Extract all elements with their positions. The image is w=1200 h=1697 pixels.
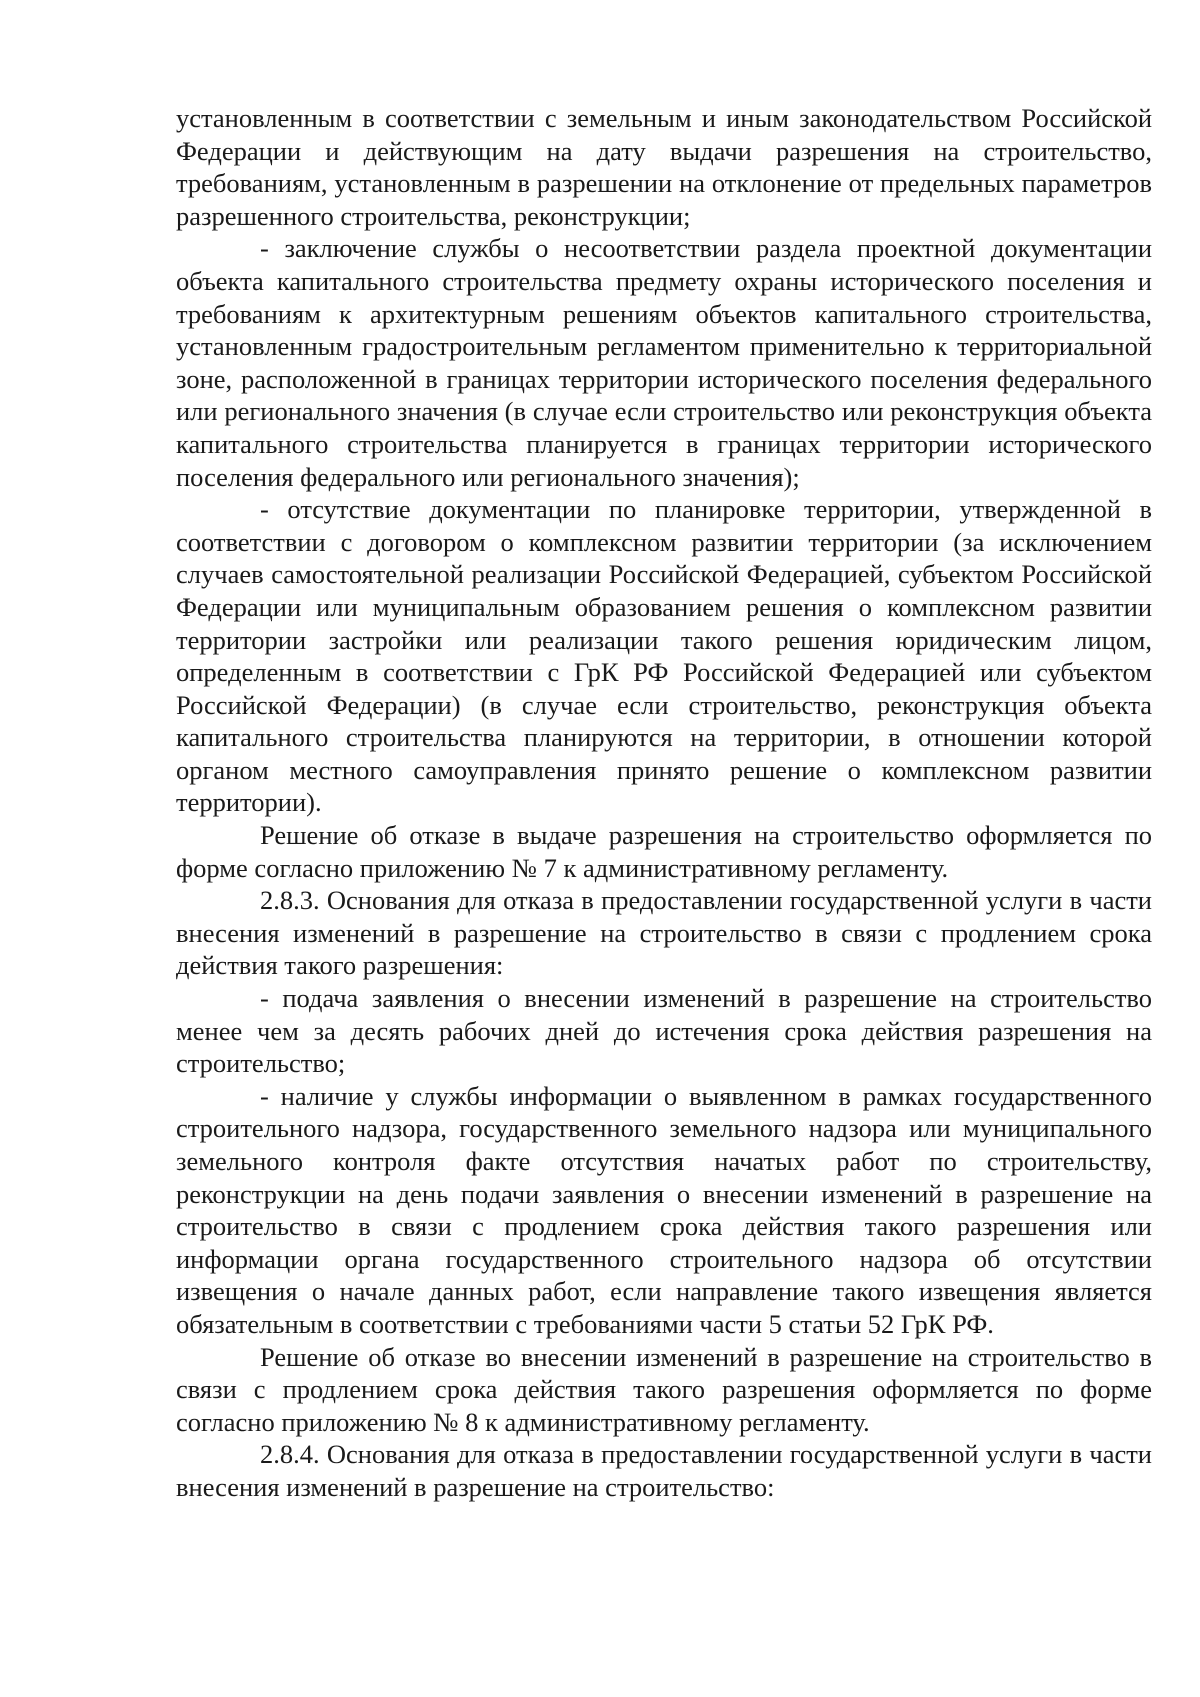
paragraph-section-2-8-3: 2.8.3. Основания для отказа в предоставлении государственной услуги в части внесения изменений в разрешение на строительство в связи с продлением срока действия такого разрешения: [176, 885, 1152, 981]
paragraph-application-deadline: - подача заявления о внесении изменений в разрешение на строительство менее чем за десять рабочих дней до истечения срока действия разрешения на строительство; [176, 983, 1152, 1079]
paragraph-continuation: установленным в соответствии с земельным и иным законодательством Российской Федерации и действующим на дату выдачи разрешения на строительство, требованиям, установленным в разрешении на отклонение от предельных параметров разрешенного строительства, реконструкции; [176, 103, 1152, 231]
document-page [176, 102, 1152, 1504]
paragraph-planning-documentation: - отсутствие документации по планировке территории, утвержденной в соответствии с договором о комплексном развитии территории (за исключением случаев самостоятельной реализации Российской Федерацией, субъектом Российской Федерации или муниципальным образованием решения о комплексном развитии территории застройки или реализации такого решения юридическим лицом, определенным в соответствии с ГрК РФ Российской Федерацией или субъектом Российской Федерации) (в случае если строительство, реконструкция объекта капитального строительства планируются на территории, в отношении которой органом местного самоуправления принято решение о комплексном развитии территории). [176, 494, 1152, 818]
paragraph-refusal-form-8: Решение об отказе во внесении изменений в разрешение на строительство в связи с продлением срока действия такого разрешения оформляется по форме согласно приложению № 8 к административному регламенту. [176, 1341, 1152, 1437]
paragraph-refusal-form-7: Решение об отказе в выдаче разрешения на строительство оформляется по форме согласно приложению № 7 к административному регламенту. [176, 820, 1152, 883]
paragraph-supervision-info: - наличие у службы информации о выявленном в рамках государственного строительного надзора, государственного земельного надзора или муниципального земельного контроля факте отсутствия начатых работ по строительству, реконструкции на день подачи заявления о внесении изменений в разрешение на строительство в связи с продлением срока действия такого разрешения или информации органа государственного строительного надзора об отсутствии извещения о начале данных работ, если направление такого извещения является обязательным в соответствии с требованиями части 5 статьи 52 ГрК РФ. [176, 1080, 1152, 1339]
paragraph-section-2-8-4: 2.8.4. Основания для отказа в предоставлении государственной услуги в части внесения изменений в разрешение на строительство: [176, 1439, 1152, 1502]
paragraph-historic-settlement: - заключение службы о несоответствии раздела проектной документации объекта капитального строительства предмету охраны исторического поселения и требованиям к архитектурным решениям объектов капитального строительства, установленным градостроительным регламентом применительно к территориальной зоне, расположенной в границах территории исторического поселения федерального или регионального значения (в случае если строительство или реконструкция объекта капитального строительства планируется в границах территории исторического поселения федерального или регионального значения); [176, 233, 1152, 492]
